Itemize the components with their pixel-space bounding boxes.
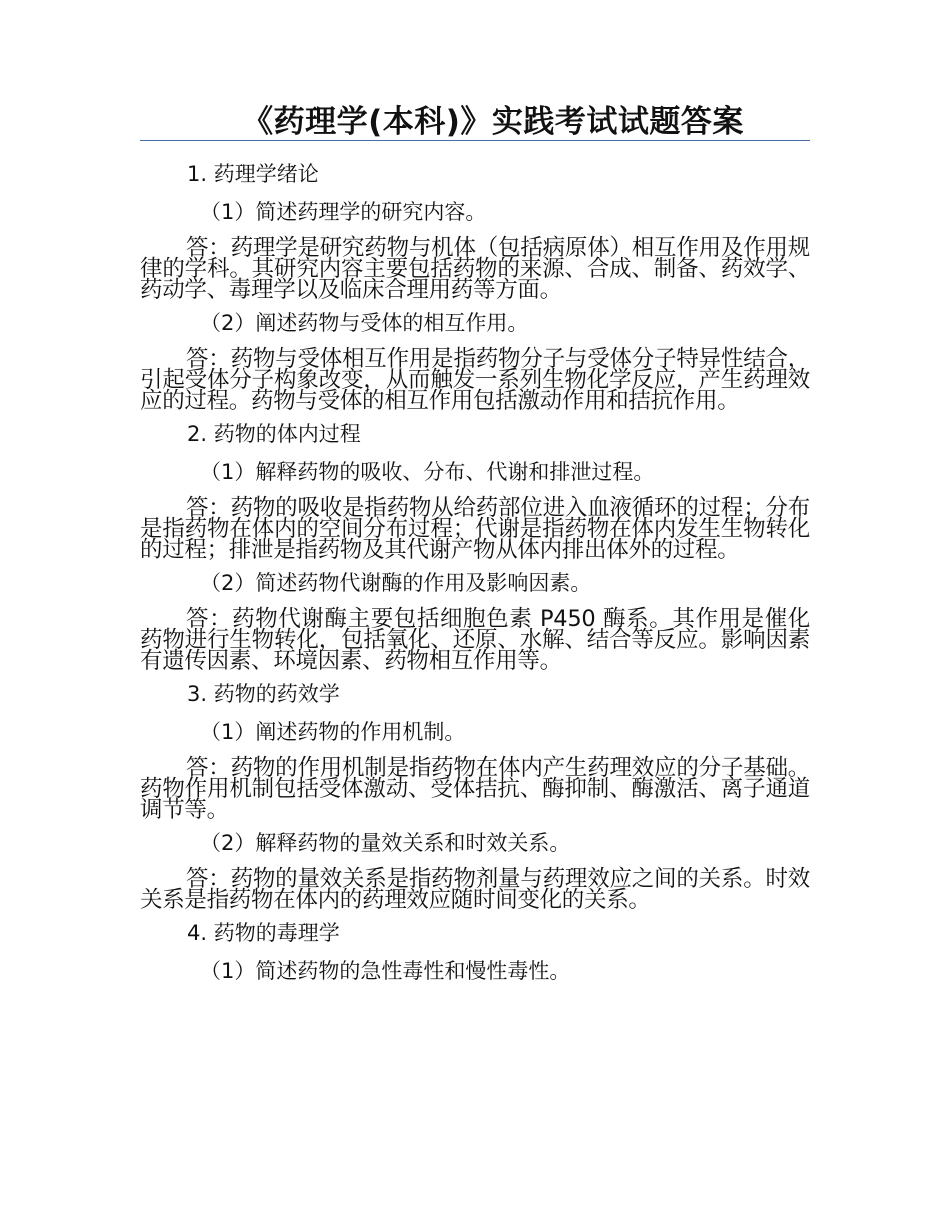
answer-1-2: 答：药物与受体相互作用是指药物分子与受体分子特异性结合，引起受体分子构象改变，从而触发一系列生物化学反应，产生药理效应的过程。药物与受体的相互作用包括激动作用和拮抗作用。 xyxy=(140,346,810,414)
question-1-2: （2）阐述药物与受体的相互作用。 xyxy=(200,311,529,335)
section-heading-3: 3. 药物的药效学 xyxy=(187,682,340,706)
answer-3-2: 答：药物的量效关系是指药物剂量与药理效应之间的关系。时效关系是指药物在体内的药理效应随时间变化的关系。 xyxy=(140,866,810,913)
title-underline xyxy=(140,140,810,141)
question-3-1: （1）阐述药物的作用机制。 xyxy=(200,720,466,744)
document-body xyxy=(140,158,810,987)
question-2-1: （1）解释药物的吸收、分布、代谢和排泄过程。 xyxy=(200,460,655,484)
answer-2-1: 答：药物的吸收是指药物从给药部位进入血液循环的过程；分布是指药物在体内的空间分布过程；代谢是指药物在体内发生生物转化的过程；排泄是指药物及其代谢产物从体内排出体外的过程。 xyxy=(140,495,810,563)
section-heading-2: 2. 药物的体内过程 xyxy=(187,422,361,446)
answer-2-2: 答：药物代谢酶主要包括细胞色素 P450 酶系。其作用是催化药物进行生物转化，包括氧化、还原、水解、结合等反应。影响因素有遗传因素、环境因素、药物相互作用等。 xyxy=(140,606,810,674)
answer-1-1: 答：药理学是研究药物与机体（包括病原体）相互作用及作用规律的学科。其研究内容主要包括药物的来源、合成、制备、药效学、药动学、毒理学以及临床合理用药等方面。 xyxy=(140,235,810,303)
question-3-2: （2）解释药物的量效关系和时效关系。 xyxy=(200,831,571,855)
document-title: 《药理学(本科)》实践考试试题答案 xyxy=(242,104,744,140)
answer-3-1: 答：药物的作用机制是指药物在体内产生药理效应的分子基础。药物作用机制包括受体激动、受体拮抗、酶抑制、酶激活、离子通道调节等。 xyxy=(140,755,810,823)
section-heading-1: 1. 药理学绪论 xyxy=(187,162,319,186)
question-1-1: （1）简述药理学的研究内容。 xyxy=(200,200,487,224)
question-2-2: （2）简述药物代谢酶的作用及影响因素。 xyxy=(200,571,592,595)
section-heading-4: 4. 药物的毒理学 xyxy=(187,921,340,945)
question-4-1: （1）简述药物的急性毒性和慢性毒性。 xyxy=(200,959,571,983)
